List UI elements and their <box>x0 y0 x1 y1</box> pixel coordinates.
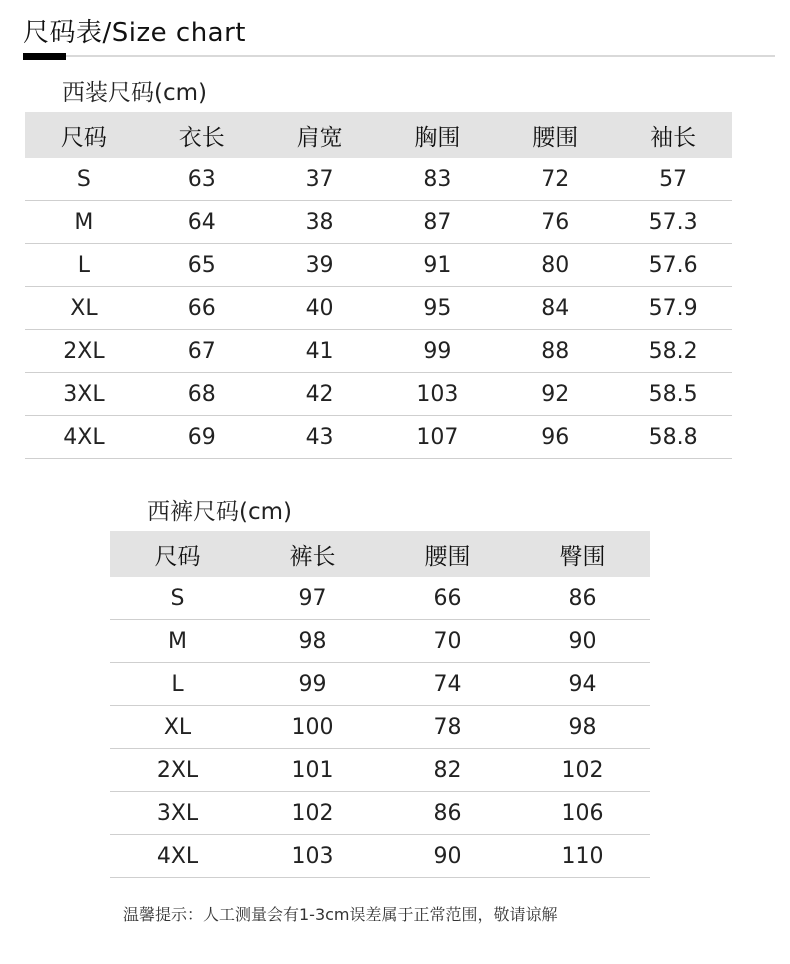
table-row <box>110 792 650 835</box>
measurement-cell: 76 <box>496 201 614 244</box>
size-cell: S <box>110 577 245 620</box>
size-cell: 4XL <box>110 835 245 878</box>
measurement-cell: 106 <box>515 792 650 835</box>
measurement-cell: 57.9 <box>614 287 732 330</box>
measurement-cell: 87 <box>378 201 496 244</box>
measurement-cell: 98 <box>515 706 650 749</box>
column-header: 胸围 <box>378 112 496 158</box>
measurement-cell: 95 <box>378 287 496 330</box>
measurement-cell: 91 <box>378 244 496 287</box>
measurement-cell: 57.6 <box>614 244 732 287</box>
measurement-cell: 90 <box>515 620 650 663</box>
size-cell: L <box>110 663 245 706</box>
header-divider <box>23 55 775 57</box>
measurement-cell: 57.3 <box>614 201 732 244</box>
table-row <box>25 373 732 416</box>
measurement-cell: 72 <box>496 158 614 201</box>
size-cell: M <box>25 201 143 244</box>
measurement-cell: 88 <box>496 330 614 373</box>
measurement-cell: 69 <box>143 416 261 459</box>
measurement-cell: 58.5 <box>614 373 732 416</box>
size-cell: 2XL <box>25 330 143 373</box>
table-row <box>25 244 732 287</box>
size-cell: 3XL <box>25 373 143 416</box>
column-header: 腰围 <box>380 531 515 577</box>
table-row <box>25 158 732 201</box>
suit-section-title: 西装尺码(cm) <box>62 80 207 106</box>
measurement-cell: 70 <box>380 620 515 663</box>
size-cell: 2XL <box>110 749 245 792</box>
table-row <box>25 201 732 244</box>
measurement-cell: 92 <box>496 373 614 416</box>
measurement-cell: 100 <box>245 706 380 749</box>
size-cell: XL <box>110 706 245 749</box>
measurement-cell: 102 <box>245 792 380 835</box>
measurement-cell: 97 <box>245 577 380 620</box>
pants-section-title: 西裤尺码(cm) <box>147 499 292 525</box>
size-cell: L <box>25 244 143 287</box>
column-header: 袖长 <box>614 112 732 158</box>
column-header: 裤长 <box>245 531 380 577</box>
suit-size-table <box>25 112 732 459</box>
measurement-cell: 64 <box>143 201 261 244</box>
measurement-cell: 80 <box>496 244 614 287</box>
measurement-cell: 68 <box>143 373 261 416</box>
measurement-cell: 110 <box>515 835 650 878</box>
measurement-cell: 58.2 <box>614 330 732 373</box>
size-cell: S <box>25 158 143 201</box>
measurement-cell: 82 <box>380 749 515 792</box>
measurement-cell: 74 <box>380 663 515 706</box>
table-row <box>110 620 650 663</box>
size-cell: 3XL <box>110 792 245 835</box>
table-row <box>25 287 732 330</box>
measurement-cell: 107 <box>378 416 496 459</box>
header-accent-bar <box>23 53 66 60</box>
page-title: 尺码表/Size chart <box>23 18 246 48</box>
measurement-cell: 66 <box>380 577 515 620</box>
measurement-cell: 86 <box>380 792 515 835</box>
size-cell: M <box>110 620 245 663</box>
measurement-cell: 86 <box>515 577 650 620</box>
measurement-cell: 65 <box>143 244 261 287</box>
measurement-cell: 39 <box>261 244 379 287</box>
measurement-cell: 90 <box>380 835 515 878</box>
table-header-row <box>110 531 650 577</box>
measurement-cell: 98 <box>245 620 380 663</box>
measurement-cell: 66 <box>143 287 261 330</box>
measurement-cell: 103 <box>245 835 380 878</box>
table-row <box>110 663 650 706</box>
measurement-cell: 43 <box>261 416 379 459</box>
table-row <box>110 835 650 878</box>
column-header: 尺码 <box>110 531 245 577</box>
table-row <box>110 749 650 792</box>
pants-size-table <box>110 531 650 878</box>
measurement-cell: 94 <box>515 663 650 706</box>
measurement-cell: 63 <box>143 158 261 201</box>
measurement-cell: 58.8 <box>614 416 732 459</box>
measurement-cell: 78 <box>380 706 515 749</box>
measurement-cell: 103 <box>378 373 496 416</box>
table-row <box>110 706 650 749</box>
column-header: 衣长 <box>143 112 261 158</box>
measurement-cell: 67 <box>143 330 261 373</box>
size-cell: 4XL <box>25 416 143 459</box>
measurement-cell: 42 <box>261 373 379 416</box>
measurement-cell: 84 <box>496 287 614 330</box>
table-row <box>25 416 732 459</box>
measurement-cell: 41 <box>261 330 379 373</box>
measurement-cell: 40 <box>261 287 379 330</box>
measurement-cell: 83 <box>378 158 496 201</box>
measurement-cell: 102 <box>515 749 650 792</box>
column-header: 腰围 <box>496 112 614 158</box>
measurement-cell: 99 <box>378 330 496 373</box>
column-header: 臀围 <box>515 531 650 577</box>
measurement-cell: 57 <box>614 158 732 201</box>
measurement-cell: 99 <box>245 663 380 706</box>
measurement-cell: 101 <box>245 749 380 792</box>
table-row <box>110 577 650 620</box>
table-header-row <box>25 112 732 158</box>
measurement-cell: 96 <box>496 416 614 459</box>
column-header: 肩宽 <box>261 112 379 158</box>
table-row <box>25 330 732 373</box>
size-cell: XL <box>25 287 143 330</box>
measurement-note: 温馨提示：人工测量会有1-3cm误差属于正常范围，敬请谅解 <box>123 905 558 924</box>
column-header: 尺码 <box>25 112 143 158</box>
measurement-cell: 37 <box>261 158 379 201</box>
measurement-cell: 38 <box>261 201 379 244</box>
